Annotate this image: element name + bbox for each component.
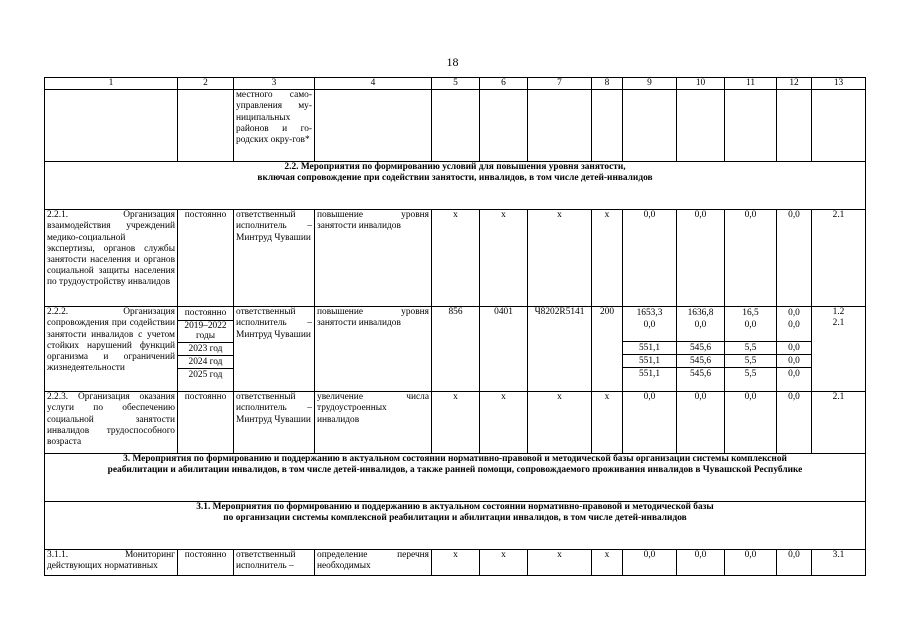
col-header: 8 <box>592 78 623 90</box>
value-cell: 0,0 <box>623 210 677 307</box>
col-header: 2 <box>178 78 234 90</box>
period-cell: постоянно <box>178 550 234 576</box>
table-row <box>45 90 866 162</box>
value-cell: 0,0 <box>777 550 812 576</box>
value-cell: 0,0 <box>777 392 812 454</box>
col-header: 13 <box>812 78 866 90</box>
section-heading: 2.2. Мероприятия по формированию условий для повышения уровня занятости, включая сопровождение при содействии занятости, инвалидов, в том числе детей-инвалидов <box>45 162 866 210</box>
measure-name: 3.1.1. Мониторинг действующих нормативных <box>45 550 178 576</box>
value-cell: 0,0 <box>677 210 725 307</box>
value-cell: 856 <box>432 307 480 392</box>
table-row <box>45 210 866 307</box>
value-cell: х <box>480 550 528 576</box>
section-heading-row <box>45 162 866 210</box>
col-header: 7 <box>528 78 592 90</box>
executor-cell: местного само-управления му-ниципальных районов и го-родских окру-гов* <box>234 90 315 162</box>
period-cell: постоянно <box>178 392 234 454</box>
period-cell: постоянно 2019–2022 годы 2023 год 2024 год 2025 год <box>178 307 234 392</box>
col-header: 9 <box>623 78 677 90</box>
measures-table <box>44 77 866 576</box>
value-cell: 0,0 <box>623 550 677 576</box>
value-cell: 2.1 <box>812 210 866 307</box>
value-cell: 0,0 <box>677 392 725 454</box>
value-cell: х <box>432 550 480 576</box>
value-cell: 0,0 <box>725 392 777 454</box>
value-cell: х <box>480 210 528 307</box>
section-heading: 3. Мероприятия по формированию и поддержанию в актуальном состоянии нормативно-правовой и методической базы организации системы комплексной реабилитации и абилитации инвалидов, в том числе детей-инвалидов, а также ранней помощи, сопровождаемого проживания инвалидов в Чувашской Республике <box>45 454 866 502</box>
value-cell: 0,0 <box>677 550 725 576</box>
value-cell: х <box>528 392 592 454</box>
table-row <box>45 392 866 454</box>
section-heading-row <box>45 454 866 502</box>
value-cell: 3.1 <box>812 550 866 576</box>
value-cell: х <box>528 550 592 576</box>
col-header: 6 <box>480 78 528 90</box>
value-cell: 0,0 <box>777 210 812 307</box>
col-header: 1 <box>45 78 178 90</box>
indicator-cell: определение перечня необходимых <box>315 550 432 576</box>
value-cell: х <box>592 392 623 454</box>
indicator-cell: повышение уровня занятости инвалидов <box>315 307 432 392</box>
value-cell: 0,0 <box>623 392 677 454</box>
col-header: 10 <box>677 78 725 90</box>
value-cell: х <box>592 550 623 576</box>
executor-cell: ответственный исполнитель – Минтруд Чувашии <box>234 210 315 307</box>
value-cell: 1653,3 0,0 551,1 551,1 551,1 <box>623 307 677 392</box>
value-cell: 200 <box>592 307 623 392</box>
measure-name: 2.2.1. Организация взаимодействия учреждений медико-социальной экспертизы, органов службы занятости населения и органов социальной защиты населения по трудоустройству инвалидов <box>45 210 178 307</box>
executor-cell: ответственный исполнитель – Минтруд Чувашии <box>234 307 315 392</box>
column-number-row <box>45 78 866 90</box>
value-cell: Ч8202R5141 <box>528 307 592 392</box>
col-header: 11 <box>725 78 777 90</box>
col-header: 3 <box>234 78 315 90</box>
section-heading-row <box>45 502 866 550</box>
value-cell: х <box>592 210 623 307</box>
section-heading: 3.1. Мероприятия по формированию и поддержанию в актуальном состоянии нормативно-правовой и методической базы по организации системы комплексной реабилитации и абилитации инвалидов, в том числе детей-инвалидов <box>45 502 866 550</box>
period-cell: постоянно <box>178 210 234 307</box>
measure-name: 2.2.3. Организация оказания услуги по обеспечению социальной занятости инвалидов трудоспособного возраста <box>45 392 178 454</box>
executor-cell: ответственный исполнитель – <box>234 550 315 576</box>
indicator-cell: увеличение числа трудоустроенных инвалидов <box>315 392 432 454</box>
executor-cell: ответственный исполнитель – Минтруд Чувашии <box>234 392 315 454</box>
value-cell: 1.2 2.1 <box>812 307 866 392</box>
measure-name: 2.2.2. Организация сопровождения при содействии занятости инвалидов с учетом стойких нарушений функций организма и ограничений жизнедеятельности <box>45 307 178 392</box>
value-cell: 0,0 0,0 0,0 0,0 0,0 <box>777 307 812 392</box>
col-header: 4 <box>315 78 432 90</box>
table-row <box>45 307 866 392</box>
value-cell: 2.1 <box>812 392 866 454</box>
indicator-cell: повышение уровня занятости инвалидов <box>315 210 432 307</box>
value-cell: 0,0 <box>725 550 777 576</box>
col-header: 5 <box>432 78 480 90</box>
value-cell: х <box>480 392 528 454</box>
value-cell: 16,5 0,0 5,5 5,5 5,5 <box>725 307 777 392</box>
value-cell: х <box>432 392 480 454</box>
value-cell: х <box>432 210 480 307</box>
page-number: 18 <box>446 55 459 69</box>
value-cell: 1636,8 0,0 545,6 545,6 545,6 <box>677 307 725 392</box>
table-row <box>45 550 866 576</box>
value-cell: х <box>528 210 592 307</box>
col-header: 12 <box>777 78 812 90</box>
value-cell: 0401 <box>480 307 528 392</box>
value-cell: 0,0 <box>725 210 777 307</box>
